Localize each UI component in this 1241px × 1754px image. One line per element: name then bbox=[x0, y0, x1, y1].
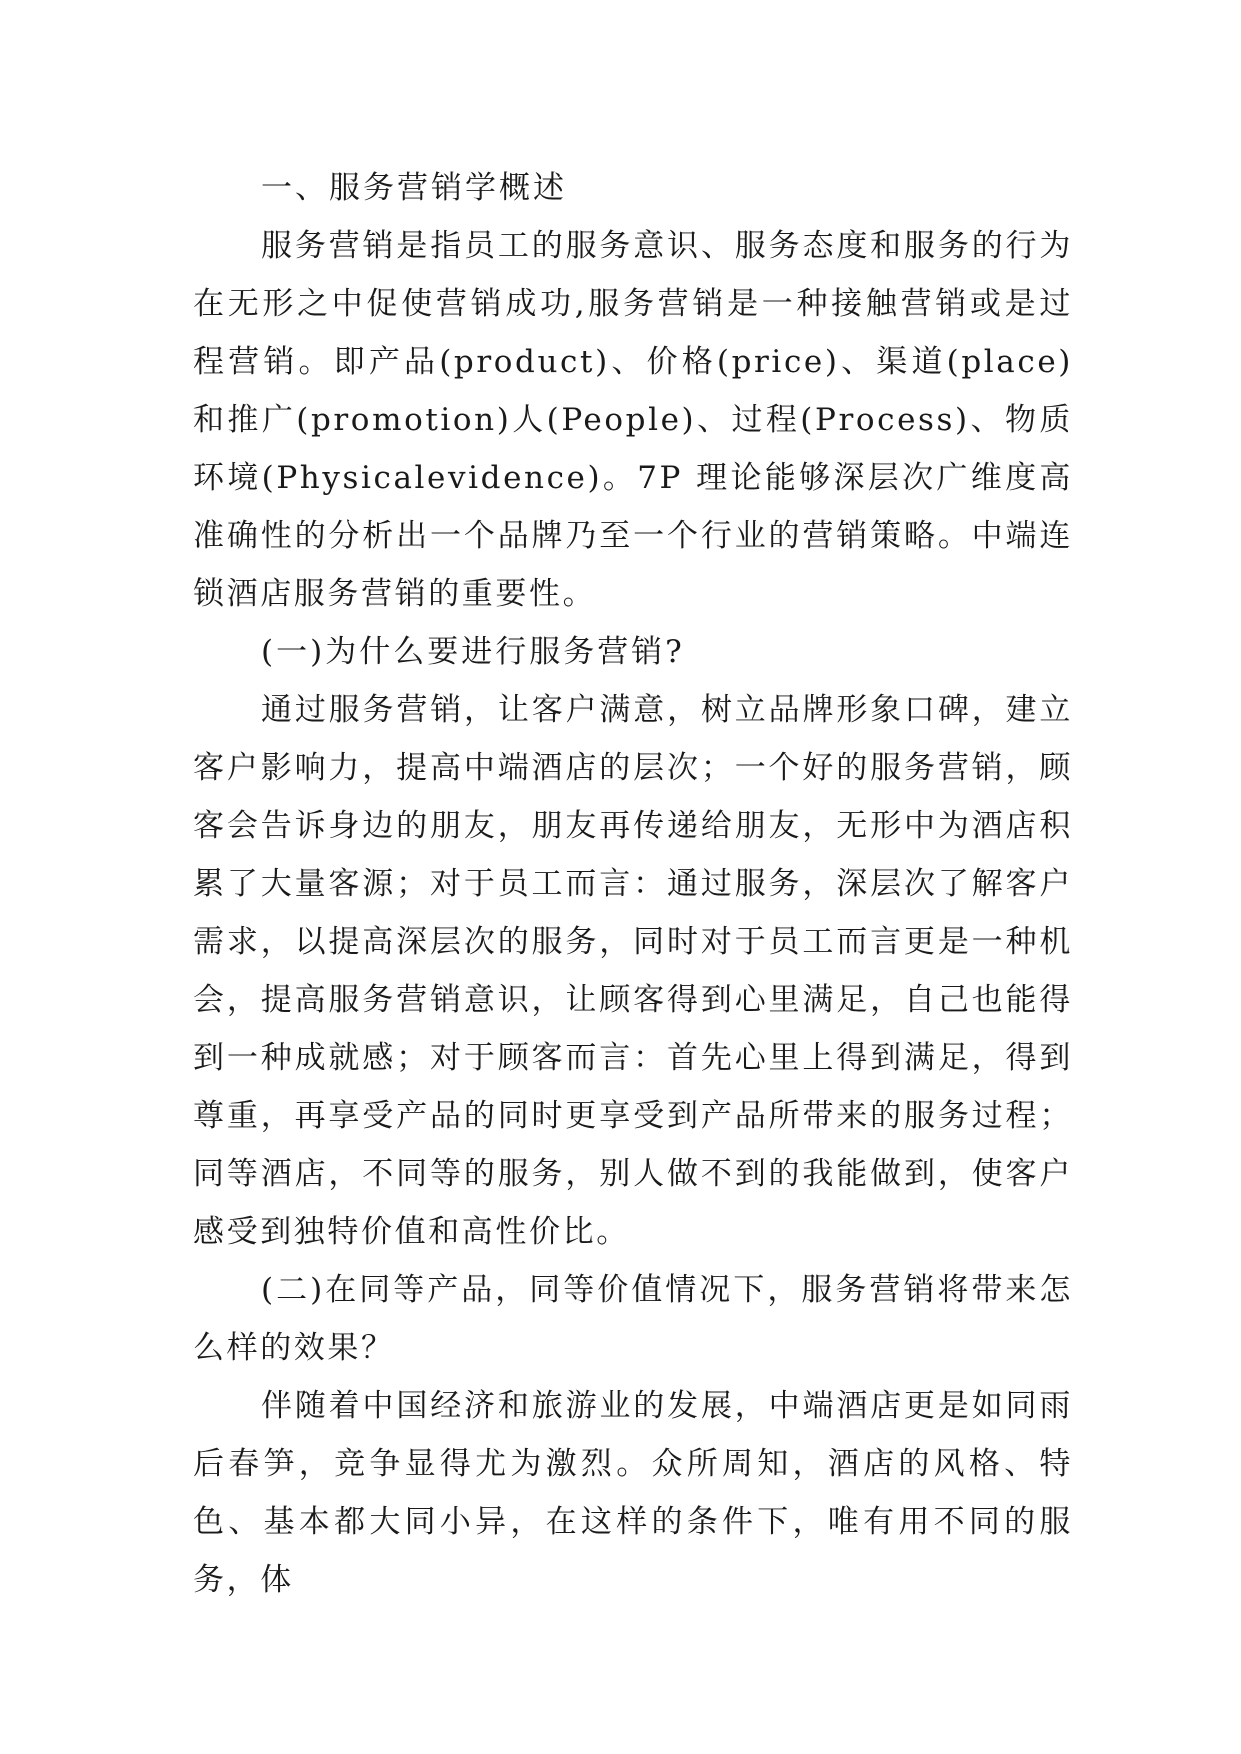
body-paragraph-reasons: 通过服务营销，让客户满意，树立品牌形象口碑，建立客户影响力，提高中端酒店的层次；一个好的服务营销，顾客会告诉身边的朋友，朋友再传递给朋友，无形中为酒店积累了大量客源；对于员工而言：通过服务，深层次了解客户需求，以提高深层次的服务，同时对于员工而言更是一种机会，提高服务营销意识，让顾客得到心里满足，自己也能得到一种成就感；对于顾客而言：首先心里上得到满足，得到尊重，再享受产品的同时更享受到产品所带来的服务过程；同等酒店，不同等的服务，别人做不到的我能做到，使客户感受到独特价值和高性价比。 bbox=[193, 692, 1073, 1250]
subsection-heading-1: (一)为什么要进行服务营销? bbox=[261, 634, 685, 670]
body-paragraph-definition: 服务营销是指员工的服务意识、服务态度和服务的行为在无形之中促使营销成功,服务营销是一种接触营销或是过程营销。即产品(product)、价格(price)、渠道(place)和推广(promotion)人(People)、过程(Process)、物质环境(Physicalevidence)。7P 理论能够深层次广维度高准确性的分析出一个品牌乃至一个行业的营销策略。中端连锁酒店服务营销的重要性。 bbox=[193, 228, 1073, 612]
section-heading: 一、服务营销学概述 bbox=[261, 170, 567, 206]
document-body bbox=[193, 159, 1073, 1609]
body-paragraph-effects: 伴随着中国经济和旅游业的发展，中端酒店更是如同雨后春笋，竞争显得尤为激烈。众所周知，酒店的风格、特色、基本都大同小异，在这样的条件下，唯有用不同的服务，体 bbox=[193, 1388, 1073, 1598]
subsection-heading-2: (二)在同等产品，同等价值情况下，服务营销将带来怎么样的效果？ bbox=[193, 1272, 1073, 1366]
